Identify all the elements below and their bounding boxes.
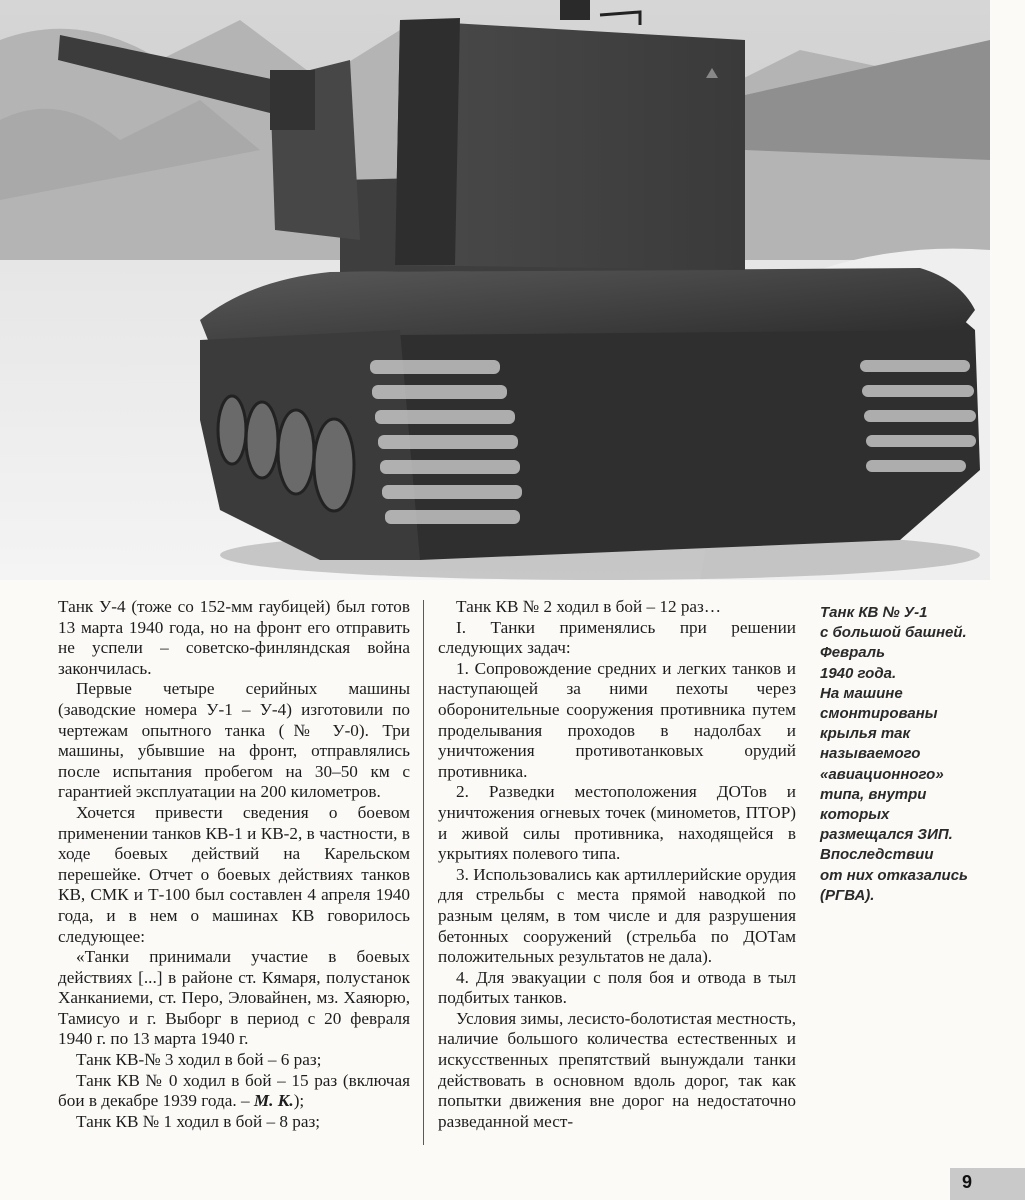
tank-kv-photo	[0, 0, 990, 580]
paragraph: Танк КВ № 2 ходил в бой – 12 раз…	[456, 597, 722, 616]
text-run: Танк КВ № 0 ходил в бой – 15 раз (включая бои в декабре 1939 года. –	[58, 1070, 410, 1111]
paragraph: Танк У-4 (тоже со 152-мм гаубицей) был готов 13 марта 1940 года, но на фронт его отправить не успели – советско-финляндская война закончилась.	[58, 597, 410, 678]
paragraph: Танк КВ № 1 ходил в бой – 8 раз;	[76, 1111, 321, 1131]
text-run: );	[293, 1091, 305, 1111]
page-number: 9	[962, 1172, 973, 1192]
paragraph: Танк КВ-№ 3 ходил в бой – 6 раз;	[76, 1050, 322, 1070]
paragraph: 2. Разведки местоположения ДОТов и уничтожения огневых точек (минометов, ПТОР) и живой силы противника, находящейся в укрытиях полевого типа.	[438, 782, 796, 864]
paragraph: Условия зимы, лесисто-болотистая местность, наличие большого количества естественных и искусственных препятствий вынуждали танки действовать в основном вдоль дорог, так как попытки движения вне дорог на недостаточно разведанной мест-	[438, 1008, 796, 1131]
author-initials: М. К.	[253, 1091, 294, 1111]
paragraph	[58, 1071, 410, 1112]
paragraph: Хочется привести сведения о боевом применении танков КВ-1 и КВ-2, в частности, в ходе боевых действий на Карельском перешейке. Отчет о боевых действиях танков КВ, СМК и Т-100 был составлен 4 апреля 1940 года, и в нем о машинах КВ говорилось следующее:	[58, 802, 410, 946]
text-column-1	[58, 597, 410, 1132]
paragraph: 4. Для эвакуации с поля боя и отвода в тыл подбитых танков.	[438, 967, 796, 1008]
paragraph: 3. Использовались как артиллерийские орудия для стрельбы с места прямой наводкой по разным целям, в том числе и для разрушения бетонных сооружений (стрельба по ДОТам положительных результатов не дала).	[438, 864, 796, 967]
paragraph: I. Танки применялись при решении следующих задач:	[438, 617, 796, 658]
paragraph: «Танки принимали участие в боевых действиях [...] в районе ст. Кямаря, полустанок Ханканиеми, ст. Перо, Эловайнен, мз. Хаяюрю, Тамисуо и г. Выборг в период с 20 февраля 1940 г. по 13 марта 1940 г.	[58, 947, 410, 1049]
paragraph: 1. Сопровождение средних и легких танков и наступающей за ними пехоты через оборонительные сооружения противника путем проделывания проходов в надолбах и уничтожения противотанковых орудий противника.	[438, 658, 796, 781]
paragraph: Первые четыре серийных машины (заводские номера У-1 – У-4) изготовили по чертежам опытного танка (№ У-0). Три машины, убывшие на фронт, отправлялись после испытания пробегом на 30–50 км с гарантией эксплуатации на 200 километров.	[58, 679, 410, 802]
text-column-2	[438, 597, 796, 1132]
photo-caption: Танк КВ № У-1 с большой башней. Февраль 1940 года. На машине смонтированы крылья так называемого «авиационного» типа, внутри которых размещался ЗИП. Впоследствии от них отказались (РГВА).	[820, 604, 968, 904]
column-divider	[423, 600, 424, 1145]
